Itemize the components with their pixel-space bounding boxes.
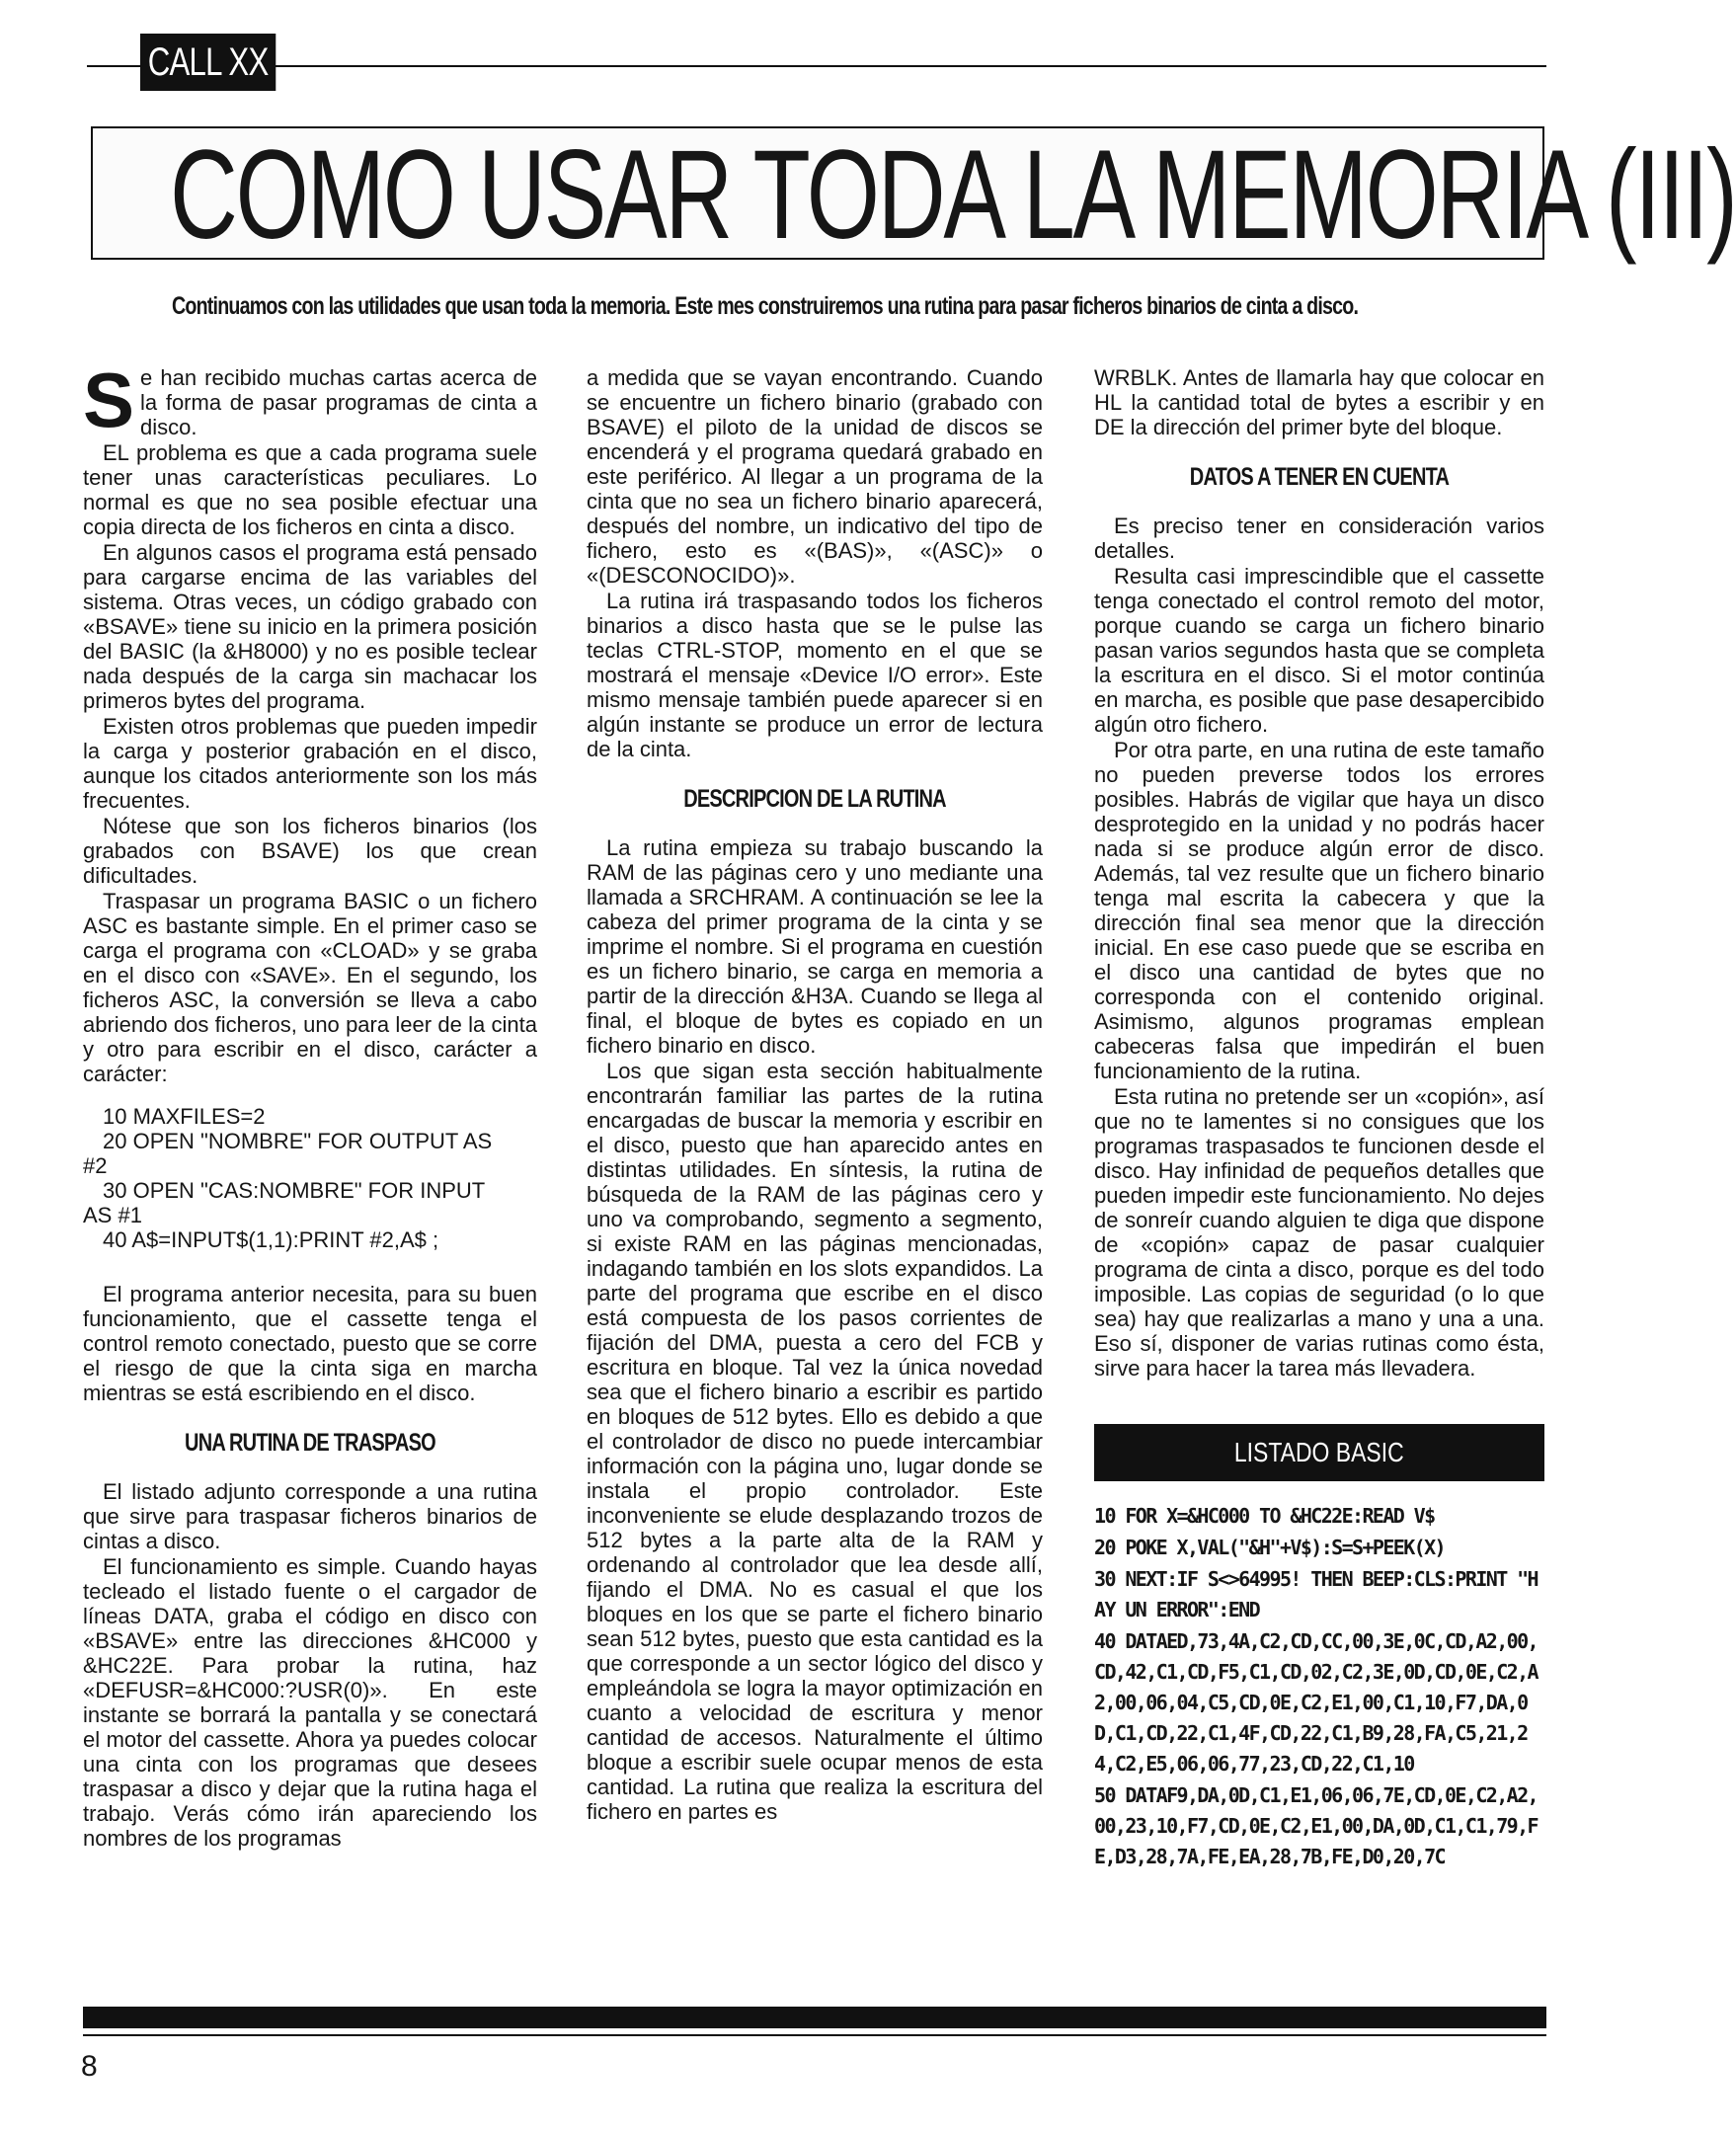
paragraph: En algunos casos el programa está pensado para cargarse encima de las variables del sistema. Otras veces, un código grabado con «BSAVE» tiene su inicio en la primera posición del BASIC (la &H8000) y no es posible teclear nada después de la carga sin machacar los primeros bytes del programa. (83, 540, 537, 713)
basic-line: 30 NEXT:IF S<>64995! THEN BEEP:CLS:PRINT "HAY UN ERROR":END (1094, 1567, 1538, 1621)
paragraph: El programa anterior necesita, para su buen funcionamiento, que el cassette tenga el control remoto conectado, puesto que se corre el riesgo de que la cinta siga en marcha mientras se está escribiendo en el disco. (83, 1282, 537, 1405)
section-tag: CALL XX (140, 34, 276, 91)
paragraph: Nótese que son los ficheros binarios (los grabados con BSAVE) los que crean dificultades. (83, 814, 537, 888)
article-subtitle: Continuamos con las utilidades que usan toda la memoria. Este mes construiremos una rutina para pasar ficheros binarios de cinta a disco. (172, 292, 1359, 320)
basic-listing (1094, 1501, 1544, 1872)
section-heading: DESCRIPCION DE LA RUTINA (683, 785, 946, 813)
paragraph: a medida que se vayan encontrando. Cuando se encuentre un fichero binario (grabado con BSAVE) el piloto de la unidad de discos se encenderá y el programa quedará grabado en este periférico. Al llegar a un programa de la cinta que no sea un fichero binario aparecerá, después del nombre, un indicativo del tipo de fichero, esto es «(BAS)», «(ASC)» o «(DESCONOCIDO)». (587, 365, 1043, 588)
paragraph: Es preciso tener en consideración varios detalles. (1094, 514, 1544, 563)
listing-title: LISTADO BASIC (1234, 1437, 1404, 1467)
listing-title-bar (1094, 1424, 1544, 1481)
paragraph: Resulta casi imprescindible que el cassette tenga conectado el control remoto del motor, porque cuando se carga un fichero binario pasan varios segundos hasta que se completa la escritura en el disco. Si el motor continúa en marcha, es posible que pase desapercibido algún otro fichero. (1094, 564, 1544, 737)
drop-cap: S (83, 356, 135, 443)
section-heading: DATOS A TENER EN CUENTA (1189, 463, 1450, 491)
column-1 (83, 356, 537, 1852)
paragraph: Traspasar un programa BASIC o un fichero ASC es bastante simple. En el primer caso se carga el programa con «CLOAD» y se graba en el disco con «SAVE». En el segundo, los ficheros ASC, la conversión se lleva a cabo abriendo dos ficheros, uno para leer de la cinta y otro para escribir en el disco, carácter a carácter: (83, 889, 537, 1086)
code-line: 40 A$=INPUT$(1,1):PRINT #2,A$ ; (103, 1227, 439, 1252)
section-heading: UNA RUTINA DE TRASPASO (185, 1429, 435, 1457)
page-number: 8 (81, 2050, 98, 2083)
header-rule (87, 65, 1546, 67)
paragraph: El listado adjunto corresponde a una rutina que sirve para traspasar ficheros binarios de cintas a disco. (83, 1479, 537, 1553)
code-line: 30 OPEN "CAS:NOMBRE" FOR INPUT (103, 1178, 486, 1203)
paragraph: Por otra parte, en una rutina de este tamaño no pueden preverse todos los errores posibles. Habrás de vigilar que haya un disco desprotegido en la unidad y no podrás hacer nada si se produce algún error de disco. Además, tal vez resulte que un fichero binario tenga mal escrita la cabecera y que la dirección final sea menor que la dirección inicial. En ese caso puede que se escriba en el disco una cantidad de bytes que no corresponda con el contenido original. Asimismo, algunos programas emplean cabeceras falsa que impedirán el buen funcionamiento de la rutina. (1094, 738, 1544, 1083)
paragraph: WRBLK. Antes de llamarla hay que colocar en HL la cantidad total de bytes a escribir y en DE la dirección del primer byte del bloque. (1094, 365, 1544, 439)
column-2 (587, 365, 1043, 1825)
footer-rule (83, 2034, 1546, 2036)
paragraph: EL problema es que a cada programa suele tener unas características peculiares. Lo normal es que no sea posible efectuar una copia directa de los ficheros en cinta a disco. (83, 440, 537, 539)
paragraph: Existen otros problemas que pueden impedir la carga y posterior grabación en el disco, aunque los citados anteriormente son los más frecuentes. (83, 714, 537, 813)
code-line: #2 (83, 1153, 108, 1178)
page-title: COMO USAR TODA LA MEMORIA (III) (170, 124, 1736, 266)
paragraph (83, 356, 537, 443)
code-listing (83, 1104, 537, 1252)
code-line: 20 OPEN "NOMBRE" FOR OUTPUT AS (103, 1129, 493, 1153)
paragraph: La rutina irá traspasando todos los ficheros binarios a disco hasta que se le pulse las teclas CTRL-STOP, momento en el que se mostrará el mensaje «Device I/O error». Este mismo mensaje también puede aparecer si en algún instante se produce un error de lectura de la cinta. (587, 589, 1043, 761)
basic-line: 20 POKE X,VAL("&H"+V$):S=S+PEEK(X) (1094, 1536, 1445, 1559)
paragraph: La rutina empieza su trabajo buscando la RAM de las páginas cero y uno mediante una llamada a SRCHRAM. A continuación se lee la cabeza del primer programa de la cinta y se imprime el nombre. Si el programa en cuestión es un fichero binario, se carga en memoria a partir de la dirección &H3A. Cuando se llega al final, el bloque de bytes es copiado en un fichero binario en disco. (587, 835, 1043, 1058)
paragraph: El funcionamiento es simple. Cuando hayas tecleado el listado fuente o el cargador de líneas DATA, graba el código en disco con «BSAVE» entre las direcciones &HC000 y &HC22E. Para probar la rutina, haz «DEFUSR=&HC000:?USR(0)». En este instante se borrará la pantalla y se conectará el motor del cassette. Ahora ya puedes colocar una cinta con los programas que desees traspasar a disco y dejar que la rutina haga el trabajo. Verás cómo irán apareciendo los nombres de los programas (83, 1554, 537, 1851)
title-box (91, 124, 1736, 266)
code-line: AS #1 (83, 1203, 142, 1227)
paragraph: Esta rutina no pretende ser un «copión», así que no te lamentes si no consigues que los programas traspasados te funcionen desde el disco. Hay infinidad de pequeños detalles que pueden impedir este funcionamiento. No dejes de sonreír cuando alguien te diga que dispone de «copión» capaz de pasar cualquier programa de cinta a disco, porque es del todo imposible. Las copias de seguridad (o lo que sea) hay que realizarlas a mano y una a una. Eso sí, disponer de varias rutinas como ésta, sirve para hacer la tarea más llevadera. (1094, 1084, 1544, 1381)
code-line: 10 MAXFILES=2 (103, 1104, 266, 1129)
basic-line: 40 DATAED,73,4A,C2,CD,CC,00,3E,0C,CD,A2,00,CD,42,C1,CD,F5,C1,CD,02,C2,3E,0D,CD,0E,C2,A2,00,06,04,C5,CD,0E,C2,E1,00,C1,10,F7,DA,0D,C1,CD,22,C1,4F,CD,22,C1,B9,28,FA,C5,21,24,C2,E5,06,06,77,23,CD,22,C1,10 (1094, 1629, 1538, 1776)
paragraph-text: e han recibido muchas cartas acerca de la forma de pasar programas de cinta a disco. (140, 365, 537, 439)
basic-line: 50 DATAF9,DA,0D,C1,E1,06,06,7E,CD,0E,C2,A2,00,23,10,F7,CD,0E,C2,E1,00,DA,0D,C1,C1,79,FE,D3,28,7A,FE,EA,28,7B,FE,D0,20,7C (1094, 1783, 1538, 1868)
footer-bar (83, 2007, 1546, 2028)
basic-line: 10 FOR X=&HC000 TO &HC22E:READ V$ (1094, 1504, 1435, 1528)
paragraph: Los que sigan esta sección habitualmente encontrarán familiar las partes de la rutina encargadas de buscar la memoria y escribir en el disco, puesto que han aparecido antes en distintas utilidades. En síntesis, la rutina de búsqueda de la RAM de las páginas cero y uno va comprobando, segmento a segmento, si existe RAM en las páginas mencionadas, indagando también en los slots expandidos. La parte del programa que escribe en el disco está compuesta de los pasos corrientes de fijación del DMA, puesta a cero del FCB y escritura en bloque. Tal vez la única novedad sea que el fichero binario a escribir es partido en bloques de 512 bytes. Ello es debido a que el controlador de disco no puede intercambiar información con la página uno, lugar donde se instala el propio controlador. Este inconveniente se elude desplazando trozos de 512 bytes a la parte alta de la RAM y ordenando al controlador que lea desde allí, fijando el DMA. No es casual el que los bloques en los que se parte el fichero binario sean 512 bytes, puesto que esta cantidad es la que corresponde a un sector lógico del disco y empleándola se logra la mayor optimización en cuanto a velocidad de escritura y menor cantidad de accesos. Naturalmente el último bloque a escribir suele ocupar menos de esta cantidad. La rutina que realiza la escritura del fichero en partes es (587, 1059, 1043, 1824)
column-3 (1094, 365, 1544, 1873)
